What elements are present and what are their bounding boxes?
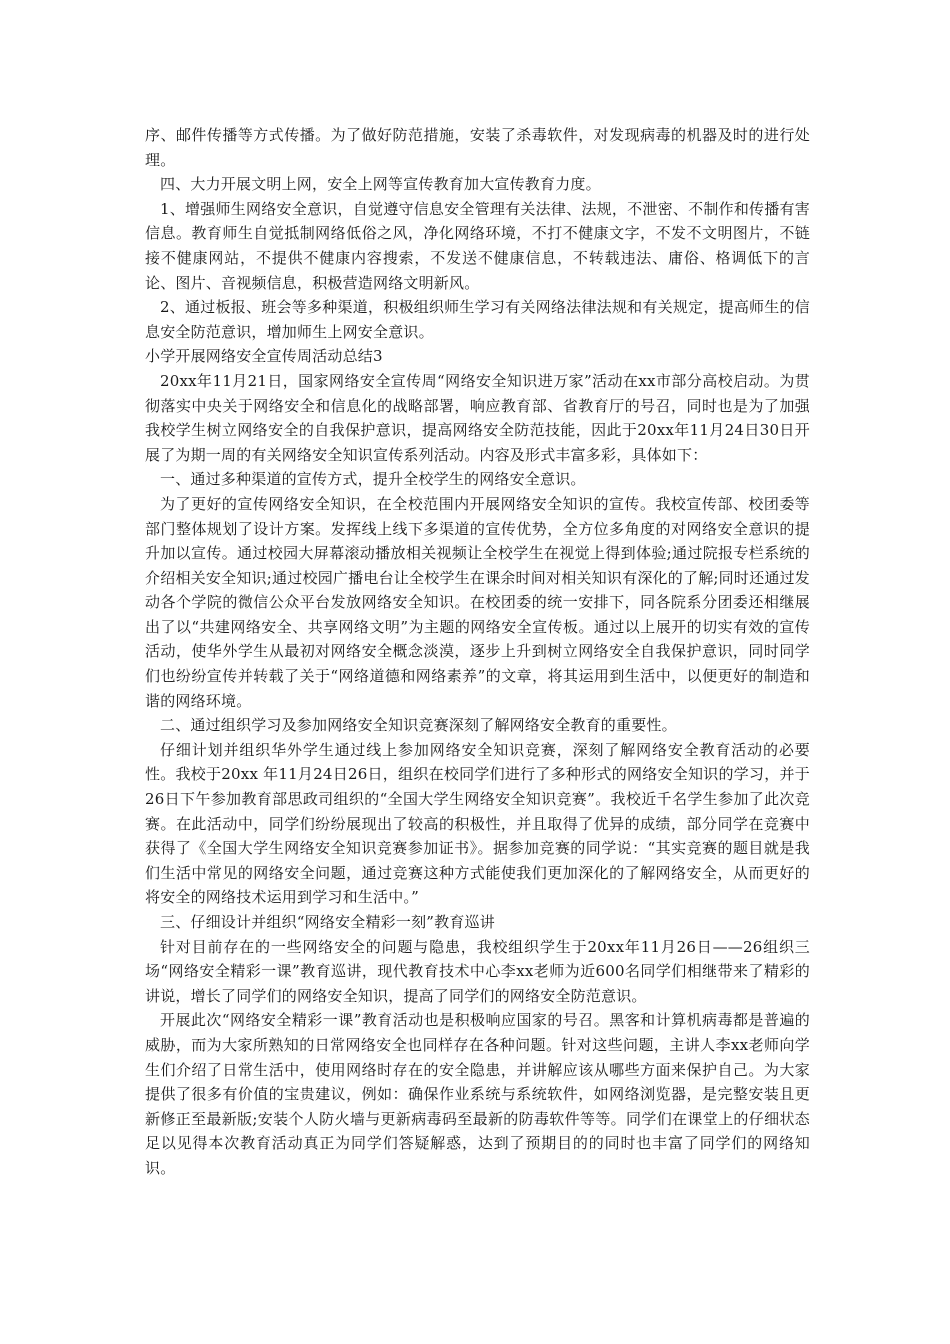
paragraph-8: 二、通过组织学习及参加网络安全知识竞赛深刻了解网络安全教育的重要性。: [160, 716, 677, 735]
paragraph-12: 开展此次“网络安全精彩一课”教育活动也是积极响应国家的号召。黑客和计算机病毒都是普遍的威胁，而为大家所熟知的日常网络安全也同样存在各种问题。针对这些问题，主讲人李xx老师向学生们介绍了日常生活中，使用网络时存在的安全隐患，并讲解应该从哪些方面来保护自己。为大家提供了很多有价值的宝贵建议，例如：确保作业系统与系统软件，如网络浏览器，是完整安装且更新修正至最新版;安装个人防火墙与更新病毒码至最新的防毒软件等等。同学们在课堂上的仔细状态足以见得本次教育活动真正为同学们答疑解惑，达到了预期目的的同时也丰富了同学们的网络知识。: [145, 1011, 810, 1177]
paragraph-6: 一、通过多种渠道的宣传方式，提升全校学生的网络安全意识。: [160, 470, 586, 489]
section-heading: 小学开展网络安全宣传周活动总结3: [145, 347, 383, 366]
paragraph-2: 四、大力开展文明上网，安全上网等宣传教育加大宣传教育力度。: [160, 175, 601, 194]
paragraph-7: 为了更好的宣传网络安全知识，在全校范围内开展网络安全知识的宣传。我校宣传部、校团委等部门整体规划了设计方案。发挥线上线下多渠道的宣传优势，全方位多角度的对网络安全意识的提升加以宣传。通过校园大屏幕滚动播放相关视频让全校学生在视觉上得到体验;通过院报专栏系统的介绍相关安全知识;通过校园广播电台让全校学生在课余时间对相关知识有深化的了解;同时还通过发动各个学院的微信公众平台发放网络安全知识。在校团委的统一安排下，同各院系分团委还相继展出了以“共建网络安全、共享网络文明”为主题的网络安全宣传板。通过以上展开的切实有效的宣传活动，使华外学生从最初对网络安全概念淡漠，逐步上升到树立网络安全自我保护意识，同时同学们也纷纷宣传并转载了关于“网络道德和网络素养”的文章，将其运用到生活中，以便更好的制造和谐的网络环境。: [145, 494, 810, 710]
paragraph-11: 针对目前存在的一些网络安全的问题与隐患，我校组织学生于20xx年11月26日——26组织三场“网络安全精彩一课”教育巡讲，现代教育技术中心李xx老师为近600名同学们相继带来了精彩的讲说，增长了同学们的网络安全知识，提高了同学们的网络安全防范意识。: [145, 937, 810, 1005]
document-body: [145, 123, 810, 1181]
paragraph-4: 2、通过板报、班会等多种渠道，积极组织师生学习有关网络法律法规和有关规定，提高师生的信息安全防范意识，增加师生上网安全意识。: [145, 298, 810, 341]
paragraph-1: 序、邮件传播等方式传播。为了做好防范措施，安装了杀毒软件，对发现病毒的机器及时的进行处理。: [145, 126, 810, 169]
paragraph-3: 1、增强师生网络安全意识，自觉遵守信息安全管理有关法律、法规，不泄密、不制作和传播有害信息。教育师生自觉抵制网络低俗之风，净化网络环境，不打不健康文字，不发不文明图片，不链接不健康网站，不提供不健康内容搜索，不发送不健康信息，不转载违法、庸俗、格调低下的言论、图片、音视频信息，积极营造网络文明新风。: [145, 199, 810, 292]
paragraph-10: 三、仔细设计并组织“网络安全精彩一刻”教育巡讲: [160, 913, 495, 931]
paragraph-5: 20xx年11月21日，国家网络安全宣传周“网络安全知识进万家”活动在xx市部分高校启动。为贯彻落实中央关于网络安全和信息化的战略部署，响应教育部、省教育厅的号召，同时也是为了加强我校学生树立网络安全的自我保护意识，提高网络安全防范技能，因此于20xx年11月24日30日开展了为期一周的有关网络安全知识宣传系列活动。内容及形式丰富多彩，具体如下：: [145, 371, 810, 464]
paragraph-9: 仔细计划并组织华外学生通过线上参加网络安全知识竞赛，深刻了解网络安全教育活动的必要性。我校于20xx 年11月24日26日，组织在校同学们进行了多种形式的网络安全知识的学习，并于26日下午参加教育部思政司组织的“全国大学生网络安全知识竞赛”。我校近千名学生参加了此次竞赛。在此活动中，同学们纷纷展现出了较高的积极性，并且取得了优异的成绩，部分同学在竞赛中获得了《全国大学生网络安全知识竞赛参加证书》。据参加竞赛的同学说：“其实竞赛的题目就是我们生活中常见的网络安全问题，通过竞赛这种方式能使我们更加深化的了解网络安全，从而更好的将安全的网络技术运用到学习和生活中。”: [145, 740, 810, 907]
